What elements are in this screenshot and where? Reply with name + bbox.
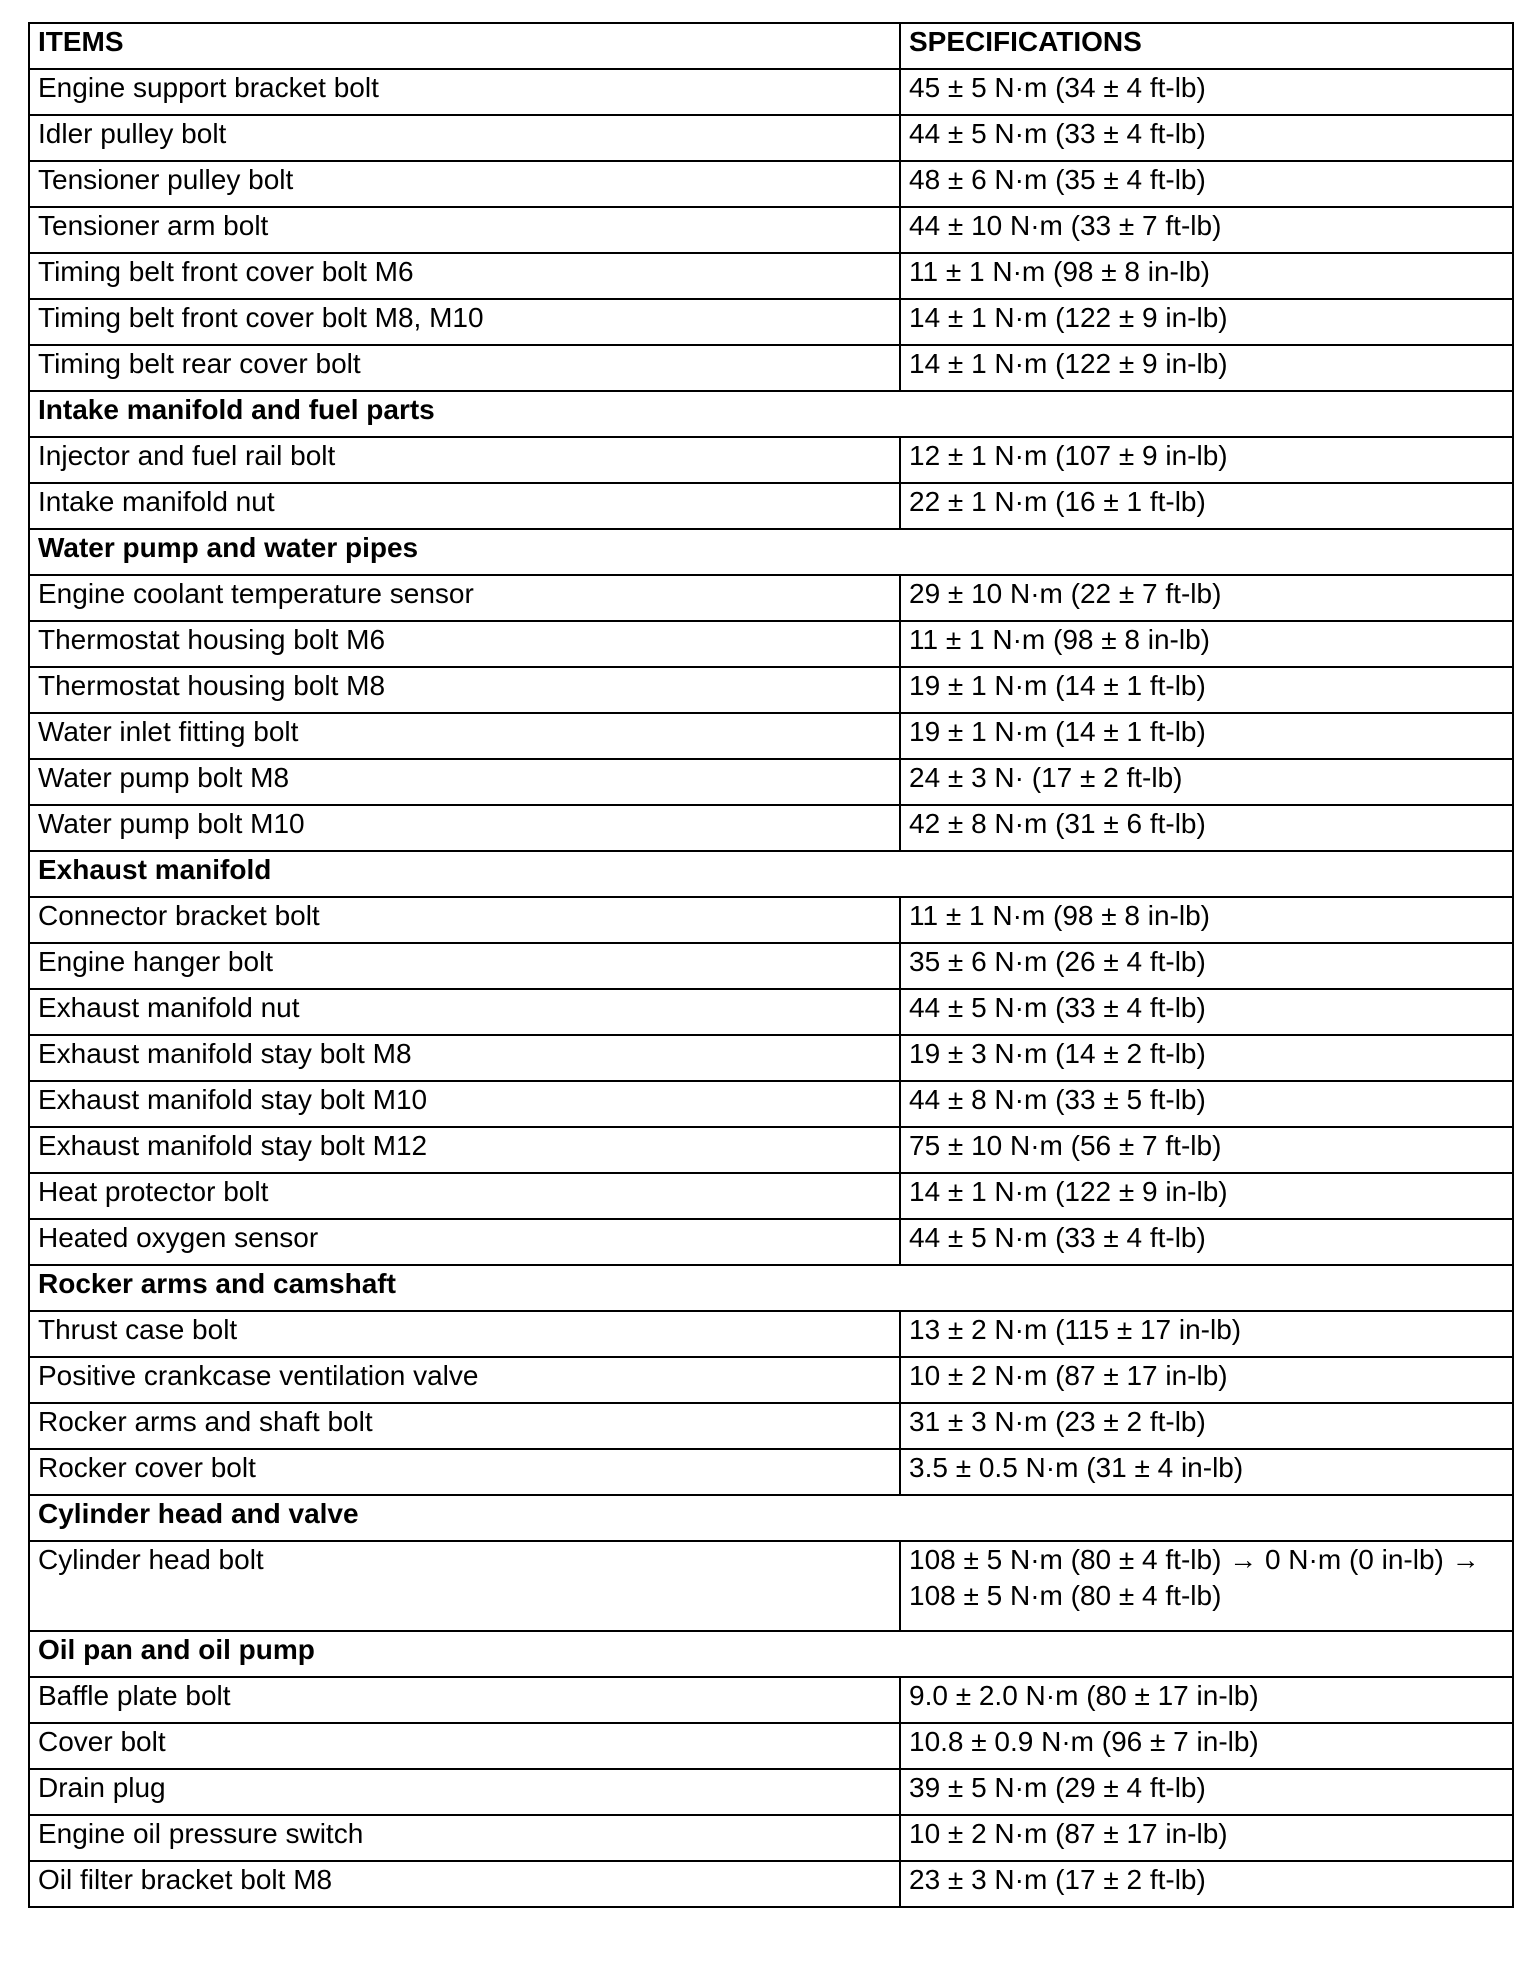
table-row <box>29 575 1513 621</box>
table-row <box>29 1449 1513 1495</box>
table-row <box>29 1403 1513 1449</box>
spec-cell: 48 ± 6 N·m (35 ± 4 ft-lb) <box>900 161 1513 207</box>
spec-cell: 45 ± 5 N·m (34 ± 4 ft-lb) <box>900 69 1513 115</box>
table-row <box>29 759 1513 805</box>
item-cell: Water pump bolt M10 <box>29 805 900 851</box>
table-row <box>29 667 1513 713</box>
spec-cell: 11 ± 1 N·m (98 ± 8 in-lb) <box>900 253 1513 299</box>
spec-cell: 11 ± 1 N·m (98 ± 8 in-lb) <box>900 897 1513 943</box>
section-title: Oil pan and oil pump <box>29 1631 1513 1677</box>
section-header-row <box>29 529 1513 575</box>
item-cell: Thermostat housing bolt M8 <box>29 667 900 713</box>
section-header-row <box>29 1495 1513 1541</box>
item-cell: Exhaust manifold stay bolt M10 <box>29 1081 900 1127</box>
specifications-column-header: SPECIFICATIONS <box>900 23 1513 69</box>
item-cell: Heat protector bolt <box>29 1173 900 1219</box>
item-cell: Intake manifold nut <box>29 483 900 529</box>
table-row <box>29 437 1513 483</box>
table-row <box>29 805 1513 851</box>
spec-cell: 10 ± 2 N·m (87 ± 17 in-lb) <box>900 1357 1513 1403</box>
table-body <box>29 23 1513 1907</box>
item-cell: Engine hanger bolt <box>29 943 900 989</box>
table-row <box>29 1357 1513 1403</box>
table-row <box>29 713 1513 759</box>
item-cell: Rocker arms and shaft bolt <box>29 1403 900 1449</box>
spec-cell: 44 ± 8 N·m (33 ± 5 ft-lb) <box>900 1081 1513 1127</box>
spec-cell: 23 ± 3 N·m (17 ± 2 ft-lb) <box>900 1861 1513 1907</box>
section-header-row <box>29 1265 1513 1311</box>
item-cell: Timing belt front cover bolt M8, M10 <box>29 299 900 345</box>
spec-cell: 75 ± 10 N·m (56 ± 7 ft-lb) <box>900 1127 1513 1173</box>
spec-cell: 24 ± 3 N· (17 ± 2 ft-lb) <box>900 759 1513 805</box>
spec-cell: 12 ± 1 N·m (107 ± 9 in-lb) <box>900 437 1513 483</box>
item-cell: Tensioner arm bolt <box>29 207 900 253</box>
section-title: Cylinder head and valve <box>29 1495 1513 1541</box>
spec-cell: 108 ± 5 N·m (80 ± 4 ft-lb) → 0 N·m (0 in-lb) → 108 ± 5 N·m (80 ± 4 ft-lb) <box>900 1541 1513 1631</box>
table-row <box>29 483 1513 529</box>
spec-cell: 35 ± 6 N·m (26 ± 4 ft-lb) <box>900 943 1513 989</box>
item-cell: Engine coolant temperature sensor <box>29 575 900 621</box>
spec-cell: 22 ± 1 N·m (16 ± 1 ft-lb) <box>900 483 1513 529</box>
item-cell: Positive crankcase ventilation valve <box>29 1357 900 1403</box>
table-row <box>29 161 1513 207</box>
spec-cell: 14 ± 1 N·m (122 ± 9 in-lb) <box>900 1173 1513 1219</box>
item-cell: Cover bolt <box>29 1723 900 1769</box>
item-cell: Exhaust manifold stay bolt M12 <box>29 1127 900 1173</box>
section-title: Intake manifold and fuel parts <box>29 391 1513 437</box>
table-row <box>29 1219 1513 1265</box>
item-cell: Cylinder head bolt <box>29 1541 900 1631</box>
section-title: Water pump and water pipes <box>29 529 1513 575</box>
spec-cell: 14 ± 1 N·m (122 ± 9 in-lb) <box>900 345 1513 391</box>
table-row <box>29 1769 1513 1815</box>
spec-cell: 19 ± 1 N·m (14 ± 1 ft-lb) <box>900 713 1513 759</box>
table-row <box>29 345 1513 391</box>
table-row <box>29 207 1513 253</box>
item-cell: Thermostat housing bolt M6 <box>29 621 900 667</box>
section-header-row <box>29 1631 1513 1677</box>
spec-cell: 19 ± 1 N·m (14 ± 1 ft-lb) <box>900 667 1513 713</box>
items-column-header: ITEMS <box>29 23 900 69</box>
table-row <box>29 1861 1513 1907</box>
table-row <box>29 1723 1513 1769</box>
table-row <box>29 1541 1513 1631</box>
table-row <box>29 1677 1513 1723</box>
table-row <box>29 943 1513 989</box>
table-row <box>29 897 1513 943</box>
item-cell: Water pump bolt M8 <box>29 759 900 805</box>
table-row <box>29 621 1513 667</box>
spec-cell: 44 ± 5 N·m (33 ± 4 ft-lb) <box>900 1219 1513 1265</box>
item-cell: Water inlet fitting bolt <box>29 713 900 759</box>
spec-cell: 44 ± 5 N·m (33 ± 4 ft-lb) <box>900 989 1513 1035</box>
table-row <box>29 1173 1513 1219</box>
spec-cell: 31 ± 3 N·m (23 ± 2 ft-lb) <box>900 1403 1513 1449</box>
spec-cell: 39 ± 5 N·m (29 ± 4 ft-lb) <box>900 1769 1513 1815</box>
table-row <box>29 989 1513 1035</box>
spec-cell: 29 ± 10 N·m (22 ± 7 ft-lb) <box>900 575 1513 621</box>
table-row <box>29 115 1513 161</box>
table-row <box>29 1127 1513 1173</box>
table-row <box>29 1035 1513 1081</box>
section-title: Exhaust manifold <box>29 851 1513 897</box>
item-cell: Idler pulley bolt <box>29 115 900 161</box>
table-row <box>29 69 1513 115</box>
spec-cell: 11 ± 1 N·m (98 ± 8 in-lb) <box>900 621 1513 667</box>
item-cell: Heated oxygen sensor <box>29 1219 900 1265</box>
item-cell: Rocker cover bolt <box>29 1449 900 1495</box>
item-cell: Connector bracket bolt <box>29 897 900 943</box>
table-row <box>29 253 1513 299</box>
section-header-row <box>29 851 1513 897</box>
item-cell: Exhaust manifold stay bolt M8 <box>29 1035 900 1081</box>
spec-cell: 10.8 ± 0.9 N·m (96 ± 7 in-lb) <box>900 1723 1513 1769</box>
item-cell: Engine support bracket bolt <box>29 69 900 115</box>
spec-cell: 3.5 ± 0.5 N·m (31 ± 4 in-lb) <box>900 1449 1513 1495</box>
section-title: Rocker arms and camshaft <box>29 1265 1513 1311</box>
table-row <box>29 1815 1513 1861</box>
spec-cell: 42 ± 8 N·m (31 ± 6 ft-lb) <box>900 805 1513 851</box>
table-row <box>29 1081 1513 1127</box>
item-cell: Oil filter bracket bolt M8 <box>29 1861 900 1907</box>
spec-cell: 13 ± 2 N·m (115 ± 17 in-lb) <box>900 1311 1513 1357</box>
item-cell: Thrust case bolt <box>29 1311 900 1357</box>
spec-cell: 10 ± 2 N·m (87 ± 17 in-lb) <box>900 1815 1513 1861</box>
item-cell: Engine oil pressure switch <box>29 1815 900 1861</box>
item-cell: Exhaust manifold nut <box>29 989 900 1035</box>
section-header-row <box>29 391 1513 437</box>
item-cell: Drain plug <box>29 1769 900 1815</box>
spec-cell: 44 ± 5 N·m (33 ± 4 ft-lb) <box>900 115 1513 161</box>
spec-cell: 9.0 ± 2.0 N·m (80 ± 17 in-lb) <box>900 1677 1513 1723</box>
spec-cell: 19 ± 3 N·m (14 ± 2 ft-lb) <box>900 1035 1513 1081</box>
table-row <box>29 299 1513 345</box>
table-header-row <box>29 23 1513 69</box>
spec-cell: 44 ± 10 N·m (33 ± 7 ft-lb) <box>900 207 1513 253</box>
item-cell: Injector and fuel rail bolt <box>29 437 900 483</box>
item-cell: Timing belt rear cover bolt <box>29 345 900 391</box>
torque-spec-table <box>28 22 1514 1908</box>
spec-cell: 14 ± 1 N·m (122 ± 9 in-lb) <box>900 299 1513 345</box>
item-cell: Baffle plate bolt <box>29 1677 900 1723</box>
item-cell: Timing belt front cover bolt M6 <box>29 253 900 299</box>
table-row <box>29 1311 1513 1357</box>
item-cell: Tensioner pulley bolt <box>29 161 900 207</box>
